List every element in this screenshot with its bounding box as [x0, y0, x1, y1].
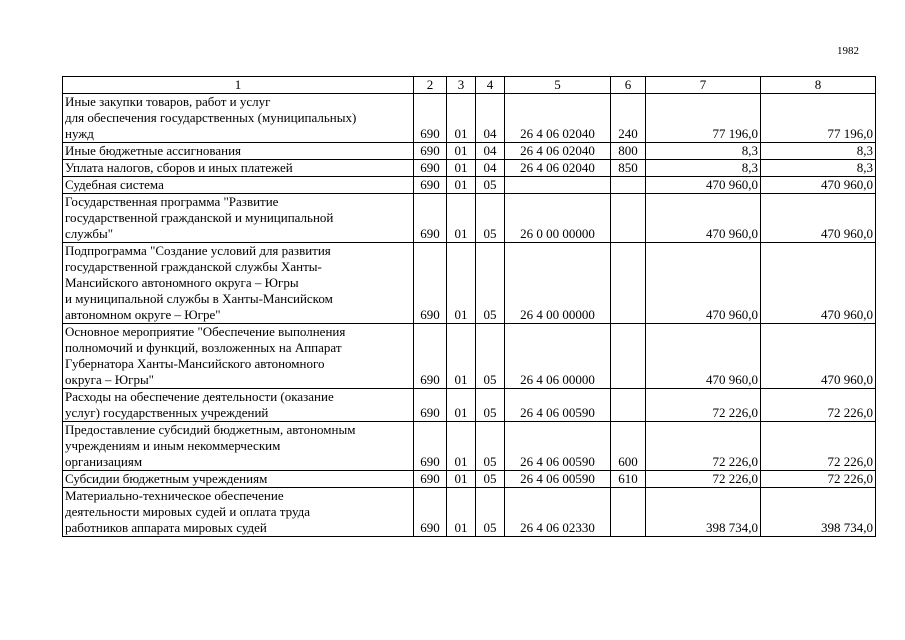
amount-cell-8: 470 960,0: [761, 324, 876, 389]
expense-type-cell: [611, 243, 646, 324]
target-article-cell: 26 4 06 00590: [505, 389, 611, 422]
code-cell: 690: [414, 422, 447, 471]
table-row: [63, 177, 876, 194]
target-article-cell: 26 4 06 00000: [505, 324, 611, 389]
section-cell: 01: [447, 389, 476, 422]
subsection-cell: 05: [476, 389, 505, 422]
row-name-cell: Субсидии бюджетным учреждениям: [63, 471, 414, 488]
row-name-cell: Иные бюджетные ассигнования: [63, 143, 414, 160]
amount-cell-8: 8,3: [761, 143, 876, 160]
subsection-cell: 05: [476, 243, 505, 324]
section-cell: 01: [447, 488, 476, 537]
code-cell: 690: [414, 488, 447, 537]
row-name-cell: Судебная система: [63, 177, 414, 194]
amount-cell-8: 72 226,0: [761, 471, 876, 488]
budget-table: [62, 76, 876, 537]
code-cell: 690: [414, 194, 447, 243]
amount-cell-7: 470 960,0: [646, 243, 761, 324]
subsection-cell: 05: [476, 422, 505, 471]
expense-type-cell: [611, 324, 646, 389]
column-header-7: 7: [646, 77, 761, 94]
subsection-cell: 05: [476, 324, 505, 389]
table-row: [63, 422, 876, 471]
code-cell: 690: [414, 243, 447, 324]
subsection-cell: 04: [476, 94, 505, 143]
section-cell: 01: [447, 324, 476, 389]
amount-cell-7: 72 226,0: [646, 471, 761, 488]
amount-cell-8: 470 960,0: [761, 243, 876, 324]
column-header-5: 5: [505, 77, 611, 94]
section-cell: 01: [447, 94, 476, 143]
amount-cell-7: 470 960,0: [646, 194, 761, 243]
table-header-row: [63, 77, 876, 94]
amount-cell-7: 72 226,0: [646, 389, 761, 422]
row-name-cell: Подпрограмма "Создание условий для развития государственной гражданской службы Ханты- Мансийского автономного округа – Югры и муниципальной службы в Ханты-Мансийском автономном округе – Югре": [63, 243, 414, 324]
code-cell: 690: [414, 324, 447, 389]
amount-cell-8: 72 226,0: [761, 389, 876, 422]
row-name-cell: Материально-техническое обеспечение деятельности мировых судей и оплата труда работников аппарата мировых судей: [63, 488, 414, 537]
amount-cell-7: 470 960,0: [646, 177, 761, 194]
table-row: [63, 389, 876, 422]
table-row: [63, 94, 876, 143]
table-row: [63, 160, 876, 177]
section-cell: 01: [447, 194, 476, 243]
subsection-cell: 05: [476, 471, 505, 488]
amount-cell-8: 77 196,0: [761, 94, 876, 143]
amount-cell-7: 398 734,0: [646, 488, 761, 537]
column-header-4: 4: [476, 77, 505, 94]
amount-cell-7: 8,3: [646, 160, 761, 177]
section-cell: 01: [447, 160, 476, 177]
target-article-cell: 26 4 00 00000: [505, 243, 611, 324]
amount-cell-8: 470 960,0: [761, 194, 876, 243]
column-header-3: 3: [447, 77, 476, 94]
subsection-cell: 05: [476, 194, 505, 243]
expense-type-cell: 850: [611, 160, 646, 177]
table-row: [63, 243, 876, 324]
code-cell: 690: [414, 471, 447, 488]
subsection-cell: 05: [476, 177, 505, 194]
amount-cell-8: 470 960,0: [761, 177, 876, 194]
section-cell: 01: [447, 422, 476, 471]
code-cell: 690: [414, 177, 447, 194]
column-header-8: 8: [761, 77, 876, 94]
expense-type-cell: 240: [611, 94, 646, 143]
row-name-cell: Основное мероприятие "Обеспечение выполнения полномочий и функций, возложенных на Аппарат Губернатора Ханты-Мансийского автономного округа – Югры": [63, 324, 414, 389]
code-cell: 690: [414, 143, 447, 160]
target-article-cell: 26 0 00 00000: [505, 194, 611, 243]
expense-type-cell: 800: [611, 143, 646, 160]
target-article-cell: 26 4 06 02040: [505, 160, 611, 177]
amount-cell-8: 8,3: [761, 160, 876, 177]
amount-cell-7: 8,3: [646, 143, 761, 160]
row-name-cell: Предоставление субсидий бюджетным, автономным учреждениям и иным некоммерческим организациям: [63, 422, 414, 471]
code-cell: 690: [414, 94, 447, 143]
row-name-cell: Уплата налогов, сборов и иных платежей: [63, 160, 414, 177]
subsection-cell: 05: [476, 488, 505, 537]
code-cell: 690: [414, 160, 447, 177]
section-cell: 01: [447, 177, 476, 194]
table-row: [63, 194, 876, 243]
amount-cell-7: 72 226,0: [646, 422, 761, 471]
target-article-cell: 26 4 06 02040: [505, 143, 611, 160]
column-header-1: 1: [63, 77, 414, 94]
expense-type-cell: [611, 194, 646, 243]
table-row: [63, 143, 876, 160]
expense-type-cell: 610: [611, 471, 646, 488]
amount-cell-8: 72 226,0: [761, 422, 876, 471]
row-name-cell: Государственная программа "Развитие государственной гражданской и муниципальной службы": [63, 194, 414, 243]
expense-type-cell: [611, 389, 646, 422]
section-cell: 01: [447, 471, 476, 488]
subsection-cell: 04: [476, 160, 505, 177]
table-row: [63, 324, 876, 389]
column-header-2: 2: [414, 77, 447, 94]
section-cell: 01: [447, 143, 476, 160]
column-header-6: 6: [611, 77, 646, 94]
row-name-cell: Иные закупки товаров, работ и услуг для обеспечения государственных (муниципальных) нужд: [63, 94, 414, 143]
amount-cell-8: 398 734,0: [761, 488, 876, 537]
code-cell: 690: [414, 389, 447, 422]
section-cell: 01: [447, 243, 476, 324]
page-number: 1982: [837, 45, 859, 57]
subsection-cell: 04: [476, 143, 505, 160]
table-row: [63, 488, 876, 537]
target-article-cell: 26 4 06 02040: [505, 94, 611, 143]
target-article-cell: 26 4 06 00590: [505, 422, 611, 471]
target-article-cell: 26 4 06 02330: [505, 488, 611, 537]
target-article-cell: [505, 177, 611, 194]
target-article-cell: 26 4 06 00590: [505, 471, 611, 488]
expense-type-cell: [611, 177, 646, 194]
expense-type-cell: [611, 488, 646, 537]
amount-cell-7: 77 196,0: [646, 94, 761, 143]
amount-cell-7: 470 960,0: [646, 324, 761, 389]
row-name-cell: Расходы на обеспечение деятельности (оказание услуг) государственных учреждений: [63, 389, 414, 422]
table-row: [63, 471, 876, 488]
expense-type-cell: 600: [611, 422, 646, 471]
